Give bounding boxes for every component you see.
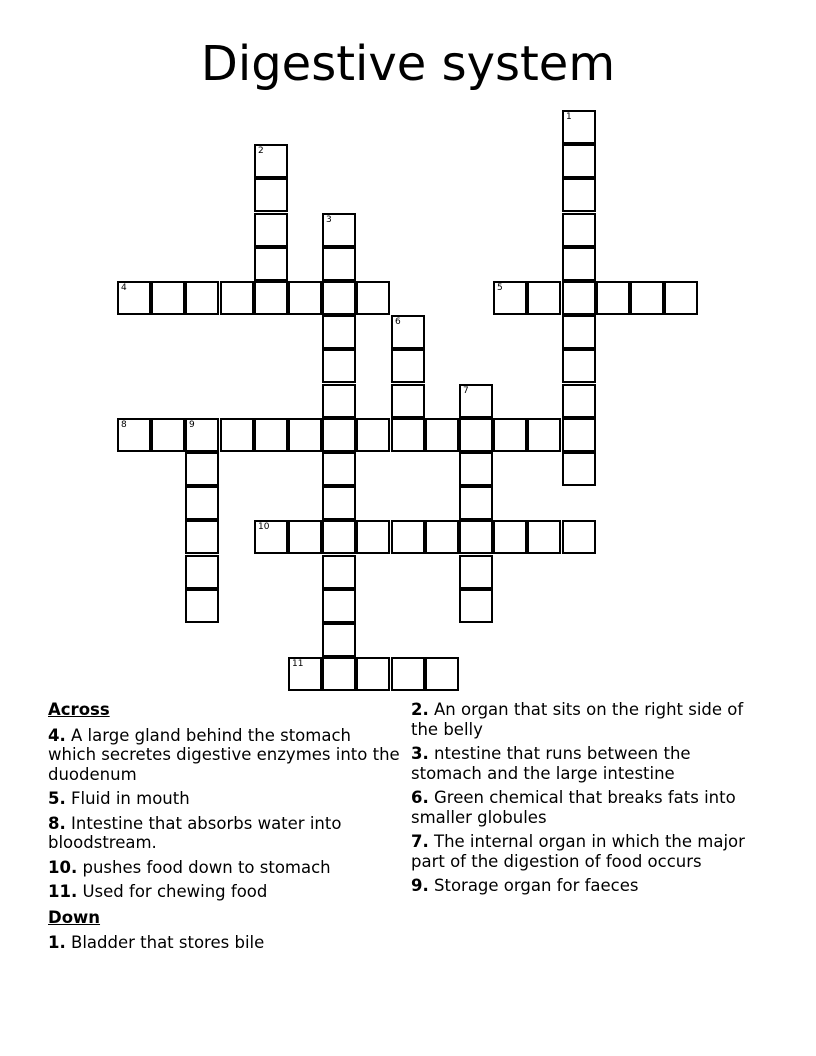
clue-number: 2. [411,700,429,719]
clue-number: 9. [411,876,429,895]
clue-text: Intestine that absorbs water into bloodstream. [48,813,342,852]
grid-cell[interactable] [254,418,288,452]
clue-number-label: 11 [292,659,304,669]
clue-number-label: 5 [497,283,503,293]
grid-cell[interactable] [322,247,356,281]
clue-across-4 [48,726,400,785]
clue-text: Green chemical that breaks fats into smaller globules [411,788,736,827]
grid-cell[interactable] [562,110,596,144]
clue-across-11 [48,882,400,902]
grid-cell[interactable] [185,486,219,520]
grid-cell[interactable] [322,384,356,418]
clue-number-label: 9 [189,420,195,430]
clue-down-1 [48,933,400,953]
grid-cell[interactable] [459,452,493,486]
grid-cell[interactable] [288,418,322,452]
page-title: Digestive system [200,36,616,92]
clue-number: 3. [411,744,429,763]
clues-left-column [48,700,400,958]
grid-cell[interactable] [322,555,356,589]
grid-cell[interactable] [630,281,664,315]
grid-cell[interactable] [117,281,151,315]
grid-cell[interactable] [288,657,322,691]
clue-number-label: 3 [326,215,332,225]
grid-cell[interactable] [185,452,219,486]
grid-cell[interactable] [425,657,459,691]
grid-cell[interactable] [459,486,493,520]
grid-cell[interactable] [322,315,356,349]
grid-cell[interactable] [322,213,356,247]
grid-cell[interactable] [254,247,288,281]
grid-cell[interactable] [459,418,493,452]
clue-down-3 [411,744,751,783]
grid-cell[interactable] [391,418,425,452]
grid-cell[interactable] [459,520,493,554]
grid-cell[interactable] [322,486,356,520]
clue-number: 1. [48,933,66,952]
clue-text: ntestine that runs between the stomach and the large intestine [411,744,691,783]
clue-text: An organ that sits on the right side of the belly [411,700,744,739]
grid-cell[interactable] [562,349,596,383]
clue-down-6 [411,788,751,827]
clue-text: Storage organ for faeces [434,876,639,895]
clue-number: 4. [48,725,66,745]
grid-cell[interactable] [493,520,527,554]
grid-cell[interactable] [185,555,219,589]
grid-cell[interactable] [254,520,288,554]
clue-number: 8. [48,813,66,833]
clue-number: 5. [48,789,66,808]
grid-cell[interactable] [220,418,254,452]
grid-cell[interactable] [117,418,151,452]
grid-cell[interactable] [562,520,596,554]
grid-cell[interactable] [185,418,219,452]
clue-number: 10. [48,857,78,877]
grid-cell[interactable] [151,281,185,315]
grid-cell[interactable] [322,623,356,657]
grid-cell[interactable] [288,281,322,315]
grid-cell[interactable] [322,520,356,554]
down-heading: Down [48,907,101,927]
clue-down-9 [411,876,751,896]
grid-cell[interactable] [220,281,254,315]
clue-text: Fluid in mouth [71,789,190,808]
grid-cell[interactable] [322,589,356,623]
clue-number-label: 8 [121,420,127,430]
grid-cell[interactable] [562,384,596,418]
grid-cell[interactable] [596,281,630,315]
clue-text: Bladder that stores bile [71,933,265,952]
grid-cell[interactable] [425,520,459,554]
grid-cell[interactable] [527,418,561,452]
grid-cell[interactable] [356,657,390,691]
grid-cell[interactable] [185,281,219,315]
grid-cell[interactable] [322,452,356,486]
grid-cell[interactable] [254,144,288,178]
grid-cell[interactable] [254,213,288,247]
clue-number-label: 10 [258,522,270,532]
grid-cell[interactable] [562,315,596,349]
clue-number-label: 4 [121,283,127,293]
grid-cell[interactable] [527,281,561,315]
across-heading: Across [48,700,110,719]
grid-cell[interactable] [493,418,527,452]
grid-cell[interactable] [322,349,356,383]
clue-number: 6. [411,788,429,807]
clue-text: Used for chewing food [82,882,268,901]
clue-across-10 [48,858,400,878]
grid-cell[interactable] [562,281,596,315]
grid-cell[interactable] [322,418,356,452]
grid-cell[interactable] [527,520,561,554]
clue-across-8 [48,814,400,853]
grid-cell[interactable] [562,452,596,486]
grid-cell[interactable] [356,281,390,315]
grid-cell[interactable] [562,213,596,247]
grid-cell[interactable] [151,418,185,452]
grid-cell[interactable] [185,520,219,554]
clue-down-7 [411,832,751,871]
clue-number-label: 6 [395,317,401,327]
clues-right-column [411,700,751,901]
clue-across-5 [48,789,400,809]
grid-cell[interactable] [391,315,425,349]
grid-cell[interactable] [322,281,356,315]
grid-cell[interactable] [562,418,596,452]
clue-text: pushes food down to stomach [82,857,331,877]
grid-cell[interactable] [391,349,425,383]
clue-number: 7. [411,832,429,851]
grid-cell[interactable] [322,657,356,691]
clue-text: A large gland behind the stomach which secretes digestive enzymes into the duodenum [48,725,400,784]
grid-cell[interactable] [254,281,288,315]
grid-cell[interactable] [425,418,459,452]
grid-cell[interactable] [562,247,596,281]
grid-cell[interactable] [391,384,425,418]
grid-cell[interactable] [493,281,527,315]
grid-cell[interactable] [459,384,493,418]
clue-number-label: 1 [566,112,572,122]
clue-number: 11. [48,882,78,901]
grid-cell[interactable] [459,589,493,623]
grid-cell[interactable] [254,178,288,212]
grid-cell[interactable] [664,281,698,315]
grid-cell[interactable] [185,589,219,623]
clue-number-label: 2 [258,146,264,156]
grid-cell[interactable] [459,555,493,589]
grid-cell[interactable] [288,520,322,554]
grid-cell[interactable] [391,520,425,554]
clue-down-2 [411,700,751,739]
grid-cell[interactable] [562,144,596,178]
grid-cell[interactable] [391,657,425,691]
clue-number-label: 7 [463,386,469,396]
grid-cell[interactable] [356,418,390,452]
grid-cell[interactable] [356,520,390,554]
clue-text: The internal organ in which the major part of the digestion of food occurs [411,832,745,871]
grid-cell[interactable] [562,178,596,212]
